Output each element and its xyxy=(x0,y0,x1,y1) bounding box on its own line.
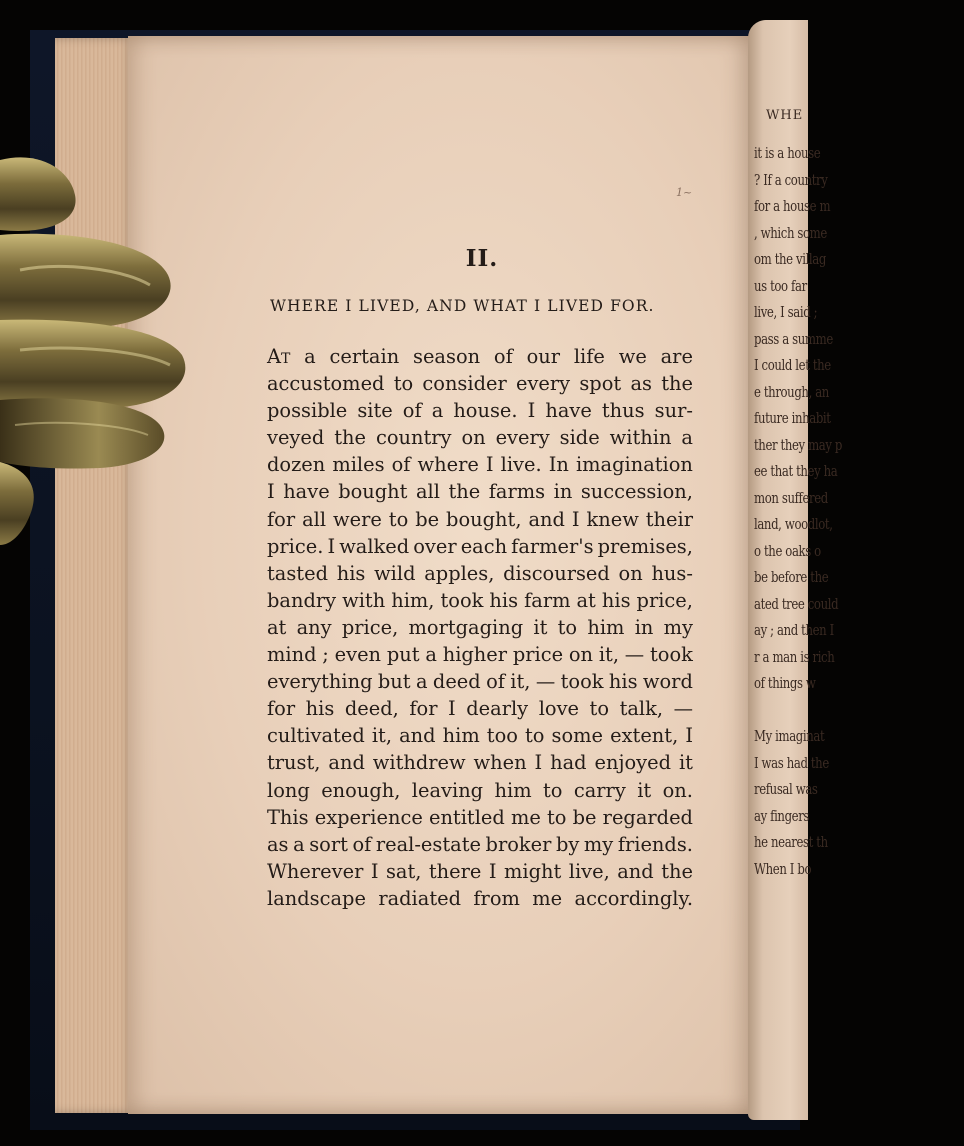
body-word: accustomed xyxy=(267,372,385,396)
body-word: took xyxy=(649,643,693,667)
body-word: premises, xyxy=(597,534,693,558)
facing-page-line: ated tree could xyxy=(754,594,839,613)
body-word: deed xyxy=(432,670,481,694)
body-word: on xyxy=(568,643,594,667)
body-word: him xyxy=(494,778,532,802)
body-word: broker xyxy=(485,832,552,856)
facing-page-line: it is a house xyxy=(754,144,821,162)
body-word: for xyxy=(267,507,296,531)
body-word: took xyxy=(560,670,604,694)
body-line xyxy=(267,424,693,451)
bookend-finger-top xyxy=(0,157,76,231)
body-word: it, xyxy=(371,724,392,748)
body-word: my xyxy=(583,832,614,856)
chapter-number: II. xyxy=(465,245,499,272)
facing-page xyxy=(748,20,843,1120)
body-word: everything xyxy=(267,670,373,694)
body-word: to xyxy=(542,778,563,802)
body-word: and xyxy=(617,859,654,883)
body-word: each xyxy=(460,534,508,558)
body-word: to xyxy=(388,507,409,531)
body-word: consider xyxy=(422,372,507,396)
body-word: side xyxy=(559,426,600,450)
facing-page-line: ee that they ha xyxy=(754,462,838,480)
body-word: at xyxy=(267,615,287,639)
body-word: the xyxy=(334,426,366,450)
body-word: had xyxy=(550,751,587,775)
body-word: there xyxy=(428,859,482,883)
body-word: all xyxy=(415,480,440,504)
body-word: I xyxy=(527,399,536,423)
body-word: him xyxy=(587,615,625,639)
body-word: my xyxy=(663,615,693,639)
body-word: might xyxy=(504,859,562,883)
body-word: it xyxy=(533,615,548,639)
body-word: bought xyxy=(338,480,408,504)
body-word: experience xyxy=(314,805,423,829)
body-word: on xyxy=(461,426,486,450)
body-line xyxy=(267,722,693,749)
facing-page-line xyxy=(754,697,809,724)
body-word: as xyxy=(267,832,289,856)
body-line xyxy=(267,641,693,668)
body-word: the xyxy=(661,859,693,883)
body-word: bought, xyxy=(446,507,522,531)
body-word: Wherever xyxy=(267,859,364,883)
body-word: In xyxy=(548,453,569,477)
body-word: site xyxy=(357,399,393,423)
body-word: of xyxy=(402,399,422,423)
body-word: for xyxy=(267,697,296,721)
body-word: At xyxy=(267,345,291,368)
body-word: sat, xyxy=(385,859,422,883)
body-word: real-estate xyxy=(375,832,481,856)
body-word: for xyxy=(409,697,438,721)
body-line xyxy=(267,668,693,695)
body-word: trust, xyxy=(267,751,321,775)
facing-page-line: I could let the xyxy=(754,356,831,374)
body-word: a xyxy=(425,643,437,667)
body-word: — xyxy=(673,697,693,721)
body-word: him, xyxy=(391,588,435,612)
facing-page-line: of things w xyxy=(754,674,816,692)
body-word: a xyxy=(431,399,444,423)
body-word: ; xyxy=(322,643,329,667)
body-line xyxy=(267,885,693,912)
body-word: dearly xyxy=(466,697,529,721)
facing-page-line: us too far xyxy=(754,276,807,295)
body-word: as xyxy=(630,372,652,396)
body-word: to xyxy=(525,724,545,748)
facing-page-line: pass a summe xyxy=(754,329,833,348)
body-word: but xyxy=(377,670,411,694)
body-line xyxy=(267,506,693,533)
facing-page-line: , which some xyxy=(754,223,827,242)
body-word: a xyxy=(681,426,693,450)
body-word: of xyxy=(486,670,505,694)
body-word: succession, xyxy=(580,480,693,504)
body-word: tasted xyxy=(267,561,328,585)
body-line xyxy=(267,451,693,478)
body-word: I xyxy=(488,859,497,883)
body-word: to xyxy=(393,372,414,396)
body-word: his xyxy=(489,588,519,612)
body-word: his xyxy=(601,588,631,612)
body-word: dozen xyxy=(267,453,326,477)
body-word: — xyxy=(624,643,645,667)
body-word: where xyxy=(417,453,479,477)
facing-page-line: ther they may p xyxy=(754,435,843,454)
bookend-finger-middle xyxy=(0,320,185,409)
body-word: price, xyxy=(341,615,399,639)
body-line xyxy=(267,478,693,505)
body-word: accordingly. xyxy=(574,886,693,910)
body-word: live, xyxy=(568,859,610,883)
body-word: extent, xyxy=(610,724,679,748)
body-word: farm xyxy=(524,588,571,612)
body-word: some xyxy=(551,724,604,748)
body-word: price, xyxy=(636,588,693,612)
body-word: of xyxy=(352,832,372,856)
body-word: apples, xyxy=(424,561,495,585)
body-word: with xyxy=(342,588,386,612)
facing-page-header: WHE xyxy=(766,108,804,123)
facing-page-line: for a house m xyxy=(754,197,831,215)
body-word: mortgaging xyxy=(408,615,524,639)
body-word: veyed xyxy=(267,426,325,450)
facing-page-line: future inhabit xyxy=(754,409,831,427)
body-word: I xyxy=(534,751,543,775)
body-word: season xyxy=(413,345,481,368)
body-word: I xyxy=(370,859,379,883)
facing-page-line: mon suffered xyxy=(754,488,828,507)
body-word: are xyxy=(660,345,693,368)
body-word: I xyxy=(571,507,580,531)
body-word: miles xyxy=(332,453,385,477)
body-line xyxy=(267,695,693,722)
body-line xyxy=(267,858,693,885)
body-word: put xyxy=(386,643,420,667)
body-word: it, xyxy=(510,670,531,694)
body-word: to xyxy=(557,615,578,639)
body-word: wild xyxy=(374,561,416,585)
body-word: and xyxy=(328,751,365,775)
facing-page-line: ay fingers xyxy=(754,806,810,825)
body-word: I xyxy=(327,534,336,558)
body-word: have xyxy=(545,399,592,423)
facing-page-line: he nearest th xyxy=(754,833,828,851)
body-line xyxy=(267,397,693,424)
body-text xyxy=(267,343,693,912)
body-word: every xyxy=(495,426,550,450)
body-word: landscape xyxy=(267,886,366,910)
body-line xyxy=(267,587,693,614)
body-line xyxy=(267,370,693,397)
body-word: our xyxy=(526,345,561,368)
body-word: it xyxy=(678,751,693,775)
body-word: a xyxy=(293,832,305,856)
body-word: all xyxy=(302,507,327,531)
ink-mark: 1~ xyxy=(676,186,693,199)
body-word: took xyxy=(440,588,484,612)
body-word: to xyxy=(547,805,567,829)
brass-bookend xyxy=(0,150,190,550)
body-word: and xyxy=(399,724,436,748)
body-word: have xyxy=(283,480,330,504)
body-word: walked xyxy=(339,534,410,558)
body-word: and xyxy=(528,507,565,531)
body-word: enjoyed xyxy=(594,751,672,775)
body-line xyxy=(267,831,693,858)
body-line xyxy=(267,614,693,641)
body-word: even xyxy=(334,643,382,667)
body-word: word xyxy=(642,670,693,694)
body-word: spot xyxy=(579,372,622,396)
body-word: mind xyxy=(267,643,317,667)
body-word: we xyxy=(618,345,647,368)
body-word: leaving xyxy=(411,778,484,802)
facing-page-line: refusal was xyxy=(754,780,818,798)
body-word: live. xyxy=(500,453,542,477)
body-word: too xyxy=(486,724,518,748)
body-word: entitled xyxy=(428,805,505,829)
facing-page-line: ? If a country xyxy=(754,170,828,189)
facing-page-line: My imaginat xyxy=(754,727,825,745)
body-word: on. xyxy=(662,778,693,802)
body-word: any xyxy=(296,615,332,639)
body-word: price xyxy=(512,643,564,667)
body-word: — xyxy=(535,670,556,694)
body-word: knew xyxy=(586,507,639,531)
body-word: from xyxy=(473,886,520,910)
body-word: friends. xyxy=(617,832,693,856)
body-word: country xyxy=(375,426,452,450)
body-word: on xyxy=(618,561,643,585)
body-line xyxy=(267,560,693,587)
facing-page-line: I was had the xyxy=(754,753,829,772)
body-word: me xyxy=(510,805,541,829)
facing-page-line: land, woodlot, xyxy=(754,515,833,533)
body-word: their xyxy=(645,507,693,531)
body-word: bandry xyxy=(267,588,337,612)
body-word: when xyxy=(473,751,527,775)
body-word: it xyxy=(637,778,652,802)
body-word: I xyxy=(685,724,693,748)
body-word: regarded xyxy=(602,805,693,829)
body-line xyxy=(267,343,693,370)
body-word: love xyxy=(538,697,579,721)
body-word: I xyxy=(485,453,494,477)
body-word: higher xyxy=(442,643,508,667)
facing-page-line: When I bo xyxy=(754,859,812,878)
bookend-finger-lower xyxy=(0,398,164,468)
body-word: enough, xyxy=(321,778,401,802)
facing-page-line: live, I said ; xyxy=(754,303,818,321)
body-word: hus- xyxy=(651,561,693,585)
body-word: farms xyxy=(488,480,546,504)
facing-page-line: e through, an xyxy=(754,382,829,401)
body-word: his xyxy=(336,561,366,585)
facing-page-line: om the villag xyxy=(754,250,826,268)
chapter-title: WHERE I LIVED, AND WHAT I LIVED FOR. xyxy=(270,297,655,315)
body-word: radiated xyxy=(378,886,461,910)
body-word: sur- xyxy=(654,399,693,423)
body-word: every xyxy=(515,372,571,396)
body-word: carry xyxy=(573,778,626,802)
body-word: cultivated xyxy=(267,724,365,748)
body-word: talk, xyxy=(619,697,664,721)
body-word: be xyxy=(572,805,597,829)
body-word: certain xyxy=(329,345,400,368)
body-word: to xyxy=(589,697,610,721)
body-word: of xyxy=(493,345,513,368)
body-word: the xyxy=(448,480,481,504)
body-word: his xyxy=(608,670,638,694)
body-word: his xyxy=(305,697,335,721)
body-word: farmer's xyxy=(511,534,594,558)
body-word: house. xyxy=(453,399,518,423)
body-word: in xyxy=(634,615,654,639)
facing-page-line: r a man is rich xyxy=(754,647,835,666)
body-line xyxy=(267,749,693,776)
body-line xyxy=(267,777,693,804)
body-word: over xyxy=(413,534,457,558)
facing-page-line: be before the xyxy=(754,568,829,586)
facing-page-line: o the oaks o xyxy=(754,541,821,560)
body-word: it, xyxy=(598,643,619,667)
body-line xyxy=(267,804,693,831)
body-word: sort xyxy=(309,832,348,856)
body-word: I xyxy=(267,480,275,504)
body-word: imagination xyxy=(575,453,693,477)
bookend-base xyxy=(0,462,34,545)
body-word: were xyxy=(333,507,382,531)
body-word: life xyxy=(573,345,605,368)
body-word: in xyxy=(553,480,573,504)
body-word: at xyxy=(576,588,596,612)
body-word: within xyxy=(609,426,672,450)
body-word: of xyxy=(391,453,411,477)
body-word: by xyxy=(555,832,580,856)
body-word: thus xyxy=(601,399,645,423)
body-word: discoursed xyxy=(503,561,610,585)
body-word: me xyxy=(532,886,563,910)
body-word: This xyxy=(267,805,309,829)
body-word: the xyxy=(661,372,693,396)
body-line xyxy=(267,533,693,560)
body-word: be xyxy=(415,507,440,531)
body-word: possible xyxy=(267,399,348,423)
body-word: long xyxy=(267,778,310,802)
body-word: deed, xyxy=(344,697,399,721)
body-word: a xyxy=(304,345,316,368)
body-word: price. xyxy=(267,534,324,558)
facing-page-line: ay ; and then I xyxy=(754,621,834,639)
body-word: a xyxy=(415,670,428,694)
body-word: withdrew xyxy=(372,751,466,775)
body-word: him xyxy=(442,724,480,748)
body-word: I xyxy=(448,697,456,721)
